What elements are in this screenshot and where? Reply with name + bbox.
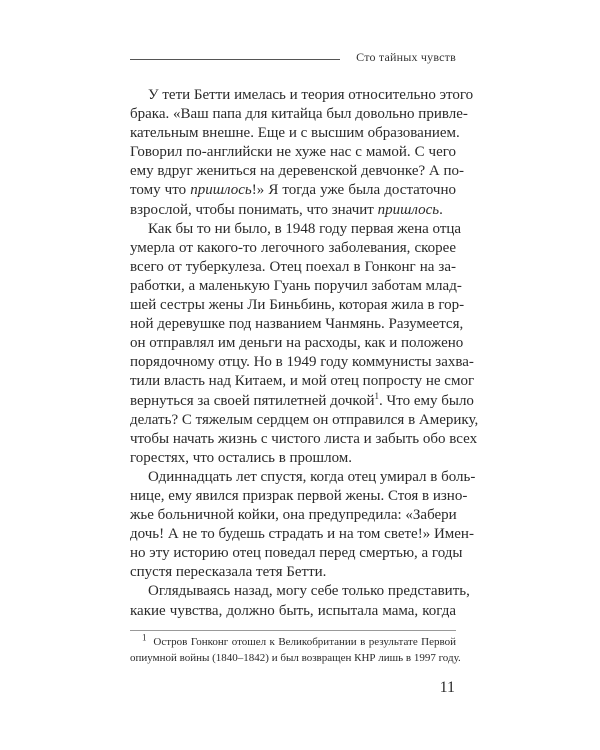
text-line: [130, 181, 456, 200]
text-span: взрослой, чтобы понимать, что значит: [130, 201, 378, 218]
footnote-line: [130, 634, 456, 650]
text-line: горестях, что остались в прошлом.: [130, 449, 353, 466]
text-line: ему вдруг жениться на деревенской девчонке? А по-: [130, 163, 465, 180]
text-line: умерла от какого-то легочного заболевания, скорее: [130, 239, 456, 256]
text-span: тому что: [130, 182, 191, 199]
text-line: спустя пересказала тетя Бетти.: [130, 564, 327, 581]
text-line: какие чувства, должно быть, испытала мама, когда: [130, 602, 456, 619]
header-rule: [130, 59, 340, 60]
footnote-marker: 1: [142, 632, 147, 643]
text-line: Говорил по-английски не хуже нас с мамой. С чего: [130, 144, 456, 161]
text-line: ной деревушке под названием Чанмянь. Разумеется,: [130, 316, 464, 333]
footnote-line: опиумной войны (1840–1842) и был возвращен КНР лишь в 1997 году.: [130, 652, 461, 664]
text-line: но эту историю отец поведал перед смертью, а годы: [130, 545, 463, 562]
footnote-text: Остров Гонконг отошел к Великобритании в результате Первой: [153, 636, 457, 648]
footnote-rule: [130, 630, 456, 631]
text-line: тили власть над Китаем, и мой отец попросту не смог: [130, 373, 475, 390]
page-number: 11: [439, 679, 455, 696]
text-line: дочь! А не то будешь страдать и на том свете!» Имен-: [130, 526, 474, 543]
text-span: !» Я тогда уже была достаточно: [251, 182, 456, 199]
text-line: кательным внешне. Еще и с высшим образованием.: [130, 125, 460, 142]
footnote: [130, 632, 461, 666]
text-line: [130, 201, 456, 220]
text-line: работки, а маленькую Гуань поручил заботам млад-: [130, 277, 462, 294]
text-line: Как бы то ни было, в 1948 году первая жена отца: [148, 220, 462, 237]
italic-emphasis: пришлось: [377, 201, 440, 218]
text-span: вернуться за своей пятилетней дочкой: [130, 392, 375, 409]
text-line: жье больничной койки, она предупредила: «Забери: [130, 507, 457, 524]
running-header: [130, 50, 456, 66]
text-line: шей сестры жены Ли Биньбинь, которая жила в гор-: [130, 297, 465, 314]
text-line: нице, ему явился призрак первой жены. Стоя в изно-: [130, 487, 468, 504]
text-line: делать? С тяжелым сердцем он отправился в Америку,: [130, 411, 479, 428]
text-line: он отправлял им деньги на расходы, как и положено: [130, 335, 464, 352]
body-text: [130, 86, 479, 621]
text-span: . Что ему было: [378, 392, 474, 409]
text-line: брака. «Ваш папа для китайца был довольно привле-: [130, 106, 468, 123]
text-span: .: [439, 201, 443, 218]
text-line: Одиннадцать лет спустя, когда отец умирал в боль-: [148, 468, 476, 485]
text-line: У тети Бетти имелась и теория относительно этого: [148, 87, 474, 103]
running-title: Сто тайных чувств: [356, 50, 456, 64]
text-line: всего от туберкулеза. Отец поехал в Гонконг на за-: [130, 258, 456, 275]
text-line: порядочному отцу. Но в 1949 году коммунисты захва-: [130, 354, 474, 371]
italic-emphasis: пришлось: [190, 182, 252, 199]
text-line: чтобы начать жизнь с чистого листа и забыть обо всех: [130, 430, 478, 447]
text-line: Оглядываясь назад, могу себе только представить,: [148, 583, 470, 600]
footnote-reference[interactable]: 1: [374, 390, 379, 401]
text-line: [130, 390, 474, 411]
